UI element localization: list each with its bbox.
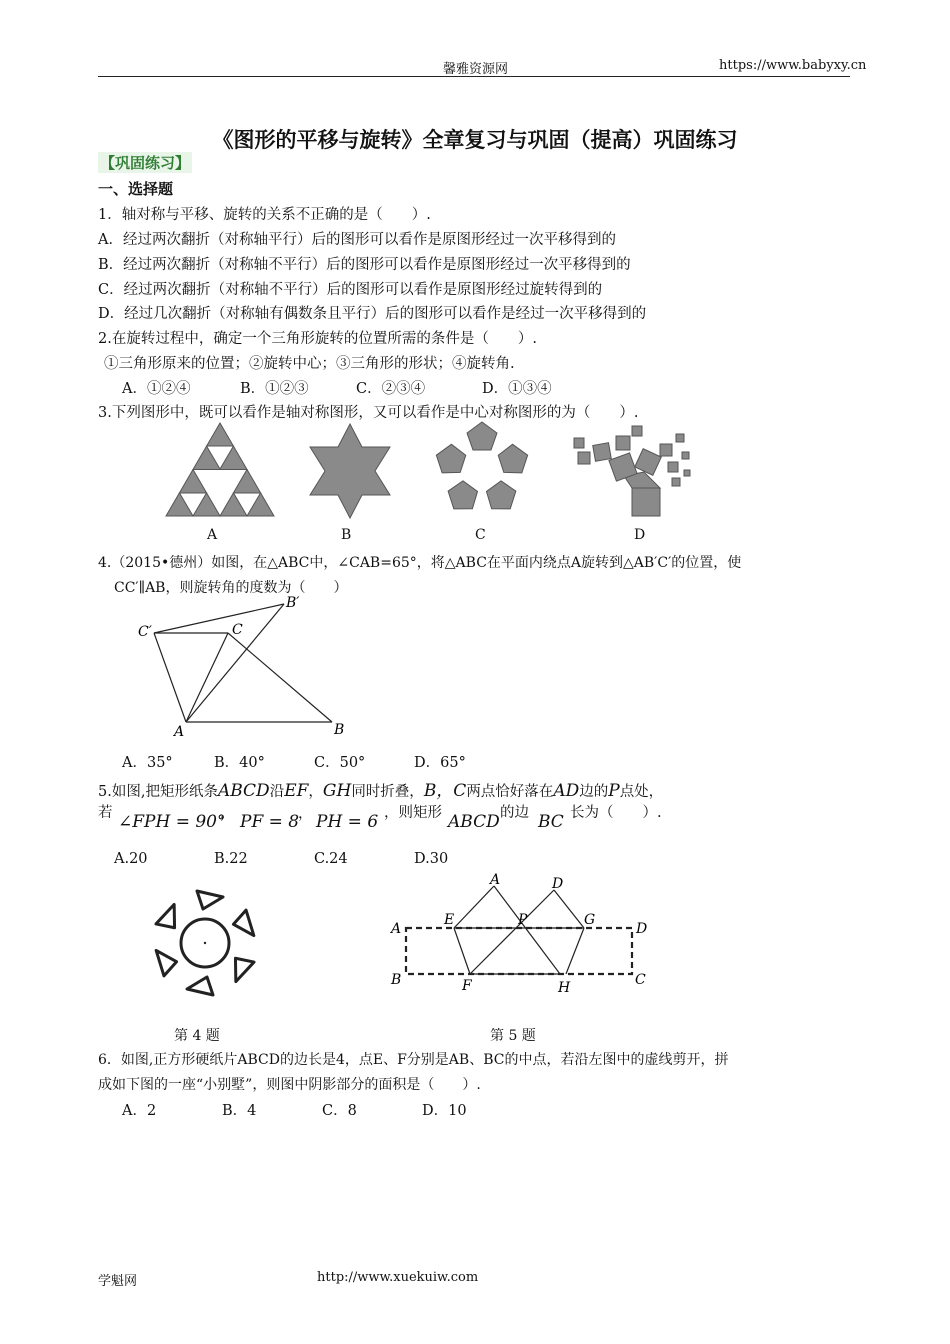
q1-option-b: B．经过两次翻折（对称轴不平行）后的图形可以看作是原图形经过一次平移得到的 xyxy=(98,257,631,273)
q4-point-b: B xyxy=(334,722,345,738)
q5-point-a: A xyxy=(391,921,402,937)
q4-point-c-prime: C′ xyxy=(138,624,152,640)
q3-label-b: B xyxy=(341,527,352,543)
q6-option-c: C．8 xyxy=(322,1103,357,1119)
q2-stem: 2.在旋转过程中，确定一个三角形旋转的位置所需的条件是（ ）. xyxy=(98,331,537,347)
q5-text: 边的 xyxy=(579,784,609,800)
q5-point-f: F xyxy=(462,978,472,994)
q4-point-b-prime: B′ xyxy=(286,595,300,611)
q5-text: 沿 xyxy=(269,784,285,800)
q5-point-g: G xyxy=(584,912,596,928)
q3-stem: 3.下列图形中，既可以看作是轴对称图形，又可以看作是中心对称图形的为（ ）. xyxy=(98,405,639,421)
q5-line1 xyxy=(98,776,663,801)
q4-pinwheel-figure xyxy=(150,888,260,998)
q3-figure-c xyxy=(432,422,532,518)
q4-point-a: A xyxy=(174,724,185,740)
q5-figure xyxy=(388,874,658,1000)
q5-point-b: B xyxy=(391,972,402,988)
q5-point-d: D xyxy=(636,921,648,937)
caption-fig5: 第 5 题 xyxy=(490,1028,536,1044)
header-url[interactable]: https://www.babyxy.cn xyxy=(719,58,867,73)
q5-option-a: A.20 xyxy=(114,851,148,867)
q4-figure xyxy=(134,592,354,742)
q1-option-a: A．经过两次翻折（对称轴平行）后的图形可以看作是原图形经过一次平移得到的 xyxy=(98,232,616,248)
caption-fig4: 第 4 题 xyxy=(174,1028,220,1044)
q5-point-c: C xyxy=(635,972,646,988)
q5-line2-prefix: 若 xyxy=(98,805,113,821)
q5-math-ad: AD xyxy=(553,781,580,801)
q3-label-c: C xyxy=(475,527,486,543)
q5-line2-suffix: 长为（ ）. xyxy=(570,805,662,821)
footer-url[interactable]: http://www.xuekuiw.com xyxy=(317,1270,479,1285)
q5-math-abcd: ABCD xyxy=(217,781,270,801)
q5-cond-pf: PF = 8 xyxy=(240,812,300,832)
q3-label-a: A xyxy=(207,527,218,543)
q5-sep1: ， xyxy=(220,806,235,822)
q4-option-b: B．40° xyxy=(214,755,265,771)
q5-math-ef: EF xyxy=(284,781,309,801)
q4-option-d: D．65° xyxy=(414,755,466,771)
section-heading: 一、选择题 xyxy=(98,180,174,198)
header-site-name: 馨雅资源网 xyxy=(443,62,509,77)
q6-option-a: A．2 xyxy=(122,1103,157,1119)
q5-point-e: E xyxy=(444,912,455,928)
q4-option-c: C．50° xyxy=(314,755,366,771)
q5-math-bc: B，C xyxy=(423,781,467,801)
q1-option-c: C．经过两次翻折（对称轴不平行）后的图形可以看作是原图形经过旋转得到的 xyxy=(98,282,603,298)
q4-stem-line1: 4.（2015•德州）如图，在△ABC中，∠CAB=65°，将△ABC在平面内绕点A旋转到△AB′C′的位置，使 xyxy=(98,555,742,571)
header-rule xyxy=(98,76,850,77)
q5-option-b: B.22 xyxy=(214,851,248,867)
q5-sep2: ， xyxy=(298,806,313,822)
q3-label-d: D xyxy=(634,527,646,543)
q5-point-a-folded: A xyxy=(490,872,501,888)
exercise-tag: 【巩固练习】 xyxy=(100,154,191,172)
q5-line2-edge: 的边 xyxy=(500,805,529,821)
q5-line2-mid: ，则矩形 xyxy=(384,805,442,821)
q6-stem-line2: 成如下图的一座“小别墅”，则图中阴影部分的面积是（ ）. xyxy=(98,1077,481,1093)
q5-point-p: P xyxy=(518,912,528,928)
q1-stem: 1．轴对称与平移、旋转的关系不正确的是（ ）. xyxy=(98,207,431,223)
q1-option-d: D．经过几次翻折（对称轴有偶数条且平行）后的图形可以看作是经过一次平移得到的 xyxy=(98,306,647,322)
footer-site-name: 学魁网 xyxy=(98,1274,138,1289)
q5-math-p: P xyxy=(608,781,620,801)
q5-text: 两点恰好落在 xyxy=(466,784,554,800)
q3-figure-d xyxy=(572,422,694,516)
q3-figure-a xyxy=(166,423,274,517)
q5-cond-ph: PH = 6 xyxy=(316,812,379,832)
q5-option-d: D.30 xyxy=(414,851,449,867)
q4-option-a: A．35° xyxy=(122,755,173,771)
q5-point-h: H xyxy=(558,980,571,996)
q4-point-c: C xyxy=(232,622,243,638)
page-title: 《图形的平移与旋转》全章复习与巩固（提高）巩固练习 xyxy=(212,128,738,152)
q5-text: 5.如图,把矩形纸条 xyxy=(98,784,218,800)
q5-cond-angle: ∠FPH = 90° xyxy=(118,812,226,832)
q5-math-abcd2: ABCD xyxy=(448,812,500,832)
q2-option-c: C．②③④ xyxy=(356,381,426,397)
q5-math-bc2: BC xyxy=(538,812,564,832)
q6-option-b: B．4 xyxy=(222,1103,257,1119)
q5-point-d-folded: D xyxy=(552,876,564,892)
q5-option-c: C.24 xyxy=(314,851,348,867)
q5-math-gh: GH xyxy=(322,781,352,801)
q4-stem-line2: CC′∥AB，则旋转角的度数为（ ） xyxy=(114,580,348,596)
q2-option-d: D．①③④ xyxy=(482,381,552,397)
q5-text: 点处， xyxy=(619,784,664,800)
q6-option-d: D．10 xyxy=(422,1103,467,1119)
q3-figure-b xyxy=(308,424,392,518)
q2-option-a: A．①②④ xyxy=(122,381,191,397)
q2-conditions: ①三角形原来的位置；②旋转中心；③三角形的形状；④旋转角. xyxy=(104,356,515,372)
q5-text: ， xyxy=(308,784,323,800)
q6-stem-line1: 6．如图,正方形硬纸片ABCD的边长是4，点E、F分别是AB、BC的中点，若沿左图中的虚线剪开，拼 xyxy=(98,1052,729,1068)
q2-option-b: B．①②③ xyxy=(240,381,309,397)
q5-text: 同时折叠， xyxy=(351,784,424,800)
